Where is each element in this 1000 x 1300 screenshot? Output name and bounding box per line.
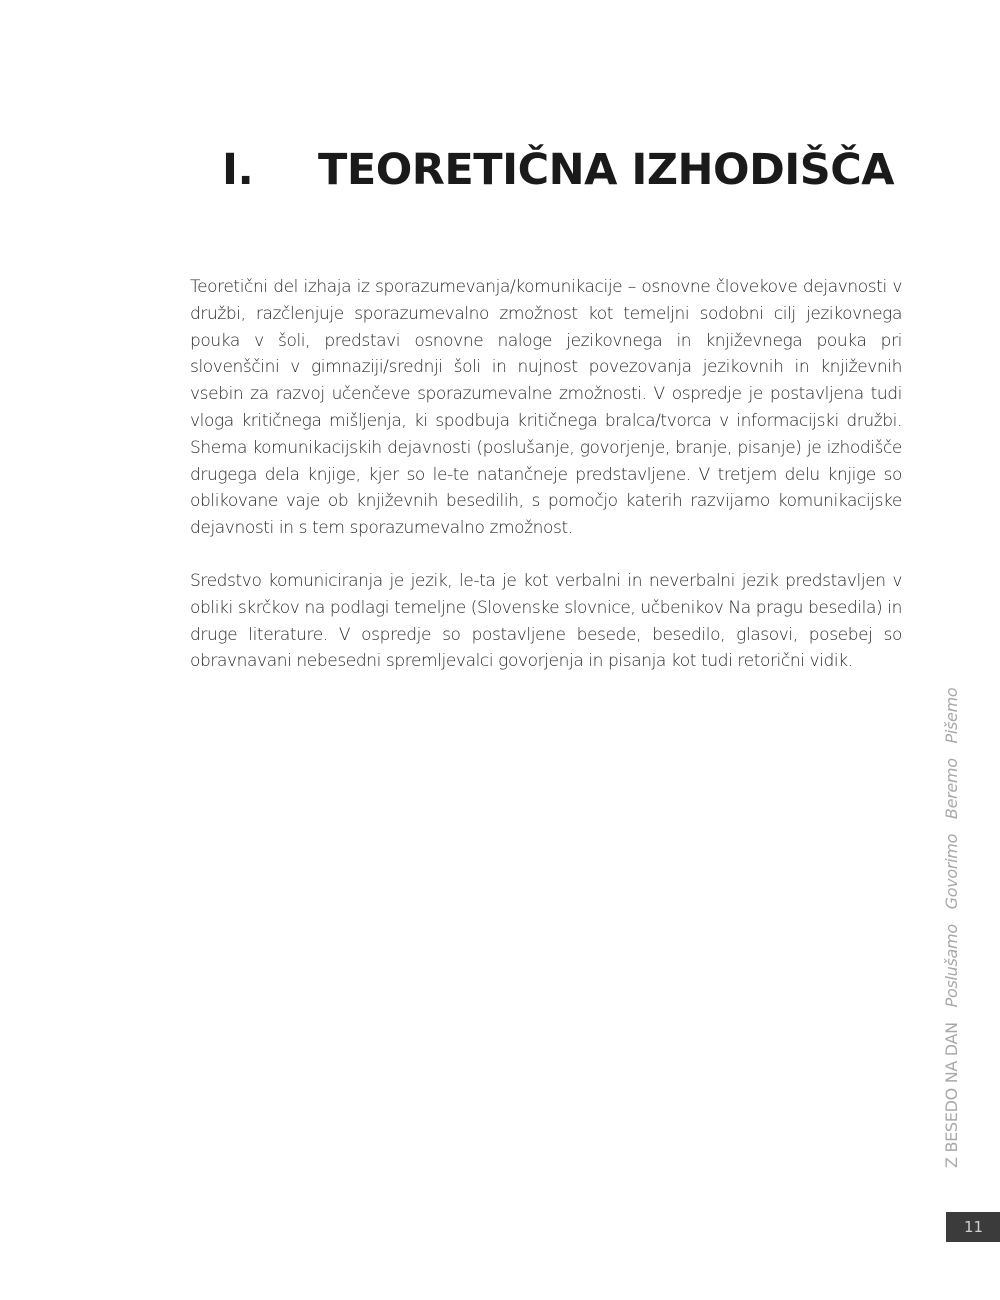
side-running-head (942, 678, 961, 1168)
page-number-box (946, 1212, 1000, 1242)
running-head-section-writing: Pišemo (942, 687, 961, 744)
paragraph-intro: Teoretični del izhaja iz sporazumevanja/komunikacije – osnovne človekove dejavnosti v družbi, razčlenjuje sporazumevalno zmožnost kot temeljni sodobni cilj jezikovnega pouka v šoli, predstavi osnovne naloge jezikovnega in književnega pouka pri slovenščini v gimnaziji/srednji šoli in nujnost povezovanja jezikovnih in književnih vsebin za razvoj učenčeve sporazumevalne zmožnosti. V ospredje je postavljena tudi vloga kritičnega mišljenja, ki spodbuja kritičnega bralca/tvorca v informacijski družbi. Shema komunikacijskih dejavnosti (poslušanje, govorjenje, branje, pisanje) je izhodišče drugega dela knjige, kjer so le-te natančneje predstavljene. V tretjem delu knjige so oblikovane vaje ob književnih besedilih, s pomočjo katerih razvijamo komunikacijske dejavnosti in s tem sporazumevalno zmožnost. (190, 277, 902, 539)
paragraph-language: Sredstvo komuniciranja je jezik, le-ta je kot verbalni in neverbalni jezik predstavljen v obliki skrčkov na podlagi temeljne (Slovenske slovnice, učbenikov Na pragu besedila) in druge literature. V ospredje so postavljene besede, besedilo, glasovi, posebej so obravnavani nebesedni spremljevalci govorjenja in pisanja kot tudi retorični vidik. (190, 570, 902, 672)
body-text (190, 274, 902, 675)
running-head-section-reading: Beremo (942, 758, 961, 820)
running-head-section-speaking: Govorimo (942, 833, 961, 910)
running-head-section-listening: Poslušamo (942, 924, 961, 1008)
page-number: 11 (964, 1218, 984, 1236)
chapter-number: I. (222, 145, 254, 195)
running-head-book-title: Z BESEDO NA DAN (942, 1022, 961, 1168)
chapter-title: TEORETIČNA IZHODIŠČA (318, 145, 895, 195)
